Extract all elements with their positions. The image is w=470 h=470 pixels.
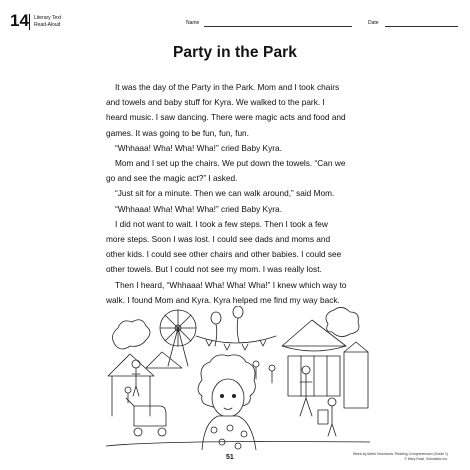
tent-icon <box>108 354 154 416</box>
story-line: “Just sit for a minute. Then we can walk around,” said Mom. <box>115 188 335 199</box>
date-label: Date <box>368 20 379 26</box>
header-page-number: 14 <box>10 11 29 30</box>
balloon-icon <box>211 306 243 346</box>
date-field[interactable] <box>385 26 458 27</box>
story-line: more steps. Soon I was lost. I could see dads and moms and <box>106 234 331 245</box>
footer-credit <box>318 452 448 461</box>
story-line: “Whhaaa! Wha! Wha! Wha!” cried Baby Kyra. <box>115 203 282 214</box>
story-line: other kids. I could see other chairs and other babies. I could see <box>106 249 342 260</box>
tree-icon <box>326 307 359 336</box>
story-line: heard music. I saw dancing. There were magic acts and food and <box>106 112 346 123</box>
credit-line: © Mary Rose, Scholastic Inc. <box>404 456 448 461</box>
carousel-icon <box>282 320 346 396</box>
park-party-illustration <box>106 306 370 450</box>
tent-icon <box>146 352 182 368</box>
credit-line: Week-by-Week Homework: Reading Comprehension (Grade 1) <box>352 452 448 456</box>
tree-icon <box>112 320 150 349</box>
name-field[interactable] <box>204 26 352 27</box>
story-line: “Whhaaa! Wha! Wha! Wha!” cried Baby Kyra. <box>115 142 282 153</box>
story-line: games. It was going to be fun, fun, fun. <box>106 127 249 138</box>
story-line: walk. I found Mom and Kyra. Kyra helped me find my way back. <box>106 294 340 305</box>
footer-page-number: 51 <box>226 454 234 461</box>
ferris-wheel-icon <box>160 310 196 366</box>
story-line: It was the day of the Party in the Park. Mom and I took chairs <box>115 82 340 92</box>
header-label-read-aloud: Read-Aloud <box>34 22 61 28</box>
story-title: Party in the Park <box>172 44 298 61</box>
booth-icon <box>344 352 368 408</box>
story-line: go and see the magic act?” I asked. <box>106 173 238 184</box>
name-label: Name <box>186 20 200 26</box>
pennant-banner <box>196 336 276 343</box>
story-line: Mom and I set up the chairs. We put down the towels. “Can we <box>115 158 346 169</box>
story-line: other towels. But I could not see my mom. I was really lost. <box>106 264 322 275</box>
girl-character <box>198 355 256 450</box>
story-text <box>106 80 370 308</box>
story-line: Then I heard, “Whhaaa! Wha! Wha! Wha!” I knew which way to <box>115 279 347 290</box>
story-line: I did not want to wait. I took a few steps. Then I took a few <box>115 218 328 229</box>
stroller-icon <box>126 398 166 436</box>
story-line: and towels and baby stuff for Kyra. We walked to the park. I <box>106 97 325 108</box>
header-label-literary-text: Literary Text <box>34 15 62 21</box>
header-divider <box>29 14 30 30</box>
worksheet-header <box>10 11 460 30</box>
